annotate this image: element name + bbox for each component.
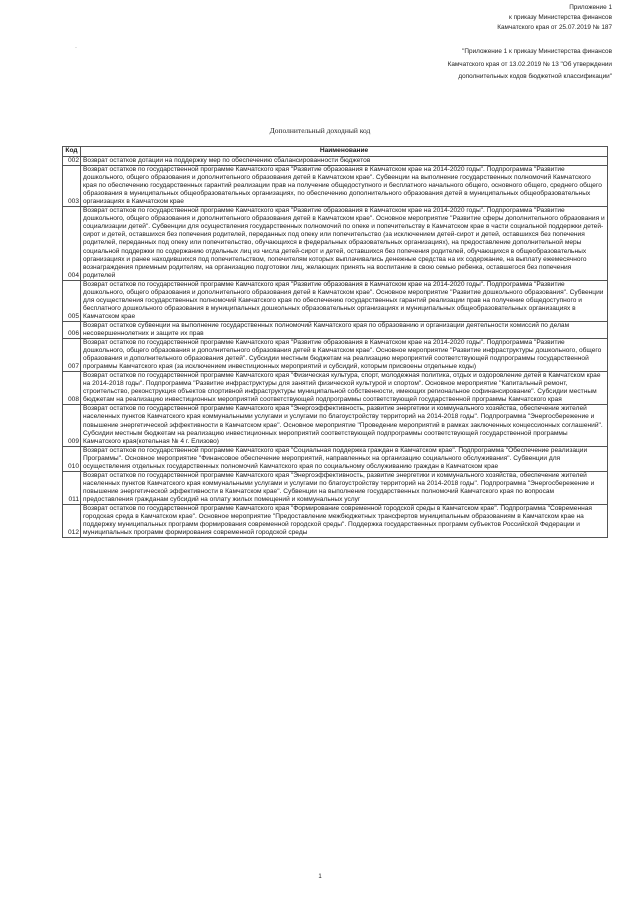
row-code: 002 bbox=[63, 157, 81, 166]
header-line-4: "Приложение 1 к приказу Министерства финансов bbox=[462, 48, 612, 55]
header-line-6: дополнительных кодов бюджетной классификации" bbox=[458, 73, 612, 80]
row-name: Возврат остатков по государственной программе Камчатского края "Формирование современной городской среды в Камчатском крае". Подпрограмма "Современная городская среда в Камчатском крае". Основное мероприятие "Предоставление межбюджетных трансфертов муниципальным образованиям в Камчатском крае на поддержку муниципальных программ формирования современной городской среды". Поддержка государственных программ субъектов Российской Федерации и муниципальных программ формирования современной городской среды bbox=[81, 504, 608, 537]
table-row bbox=[63, 280, 608, 321]
table-row bbox=[63, 207, 608, 280]
table-row bbox=[63, 166, 608, 207]
header-line-2: к приказу Министерства финансов bbox=[509, 14, 612, 21]
table-row bbox=[63, 157, 608, 166]
row-code: 012 bbox=[63, 504, 81, 537]
table-header-row bbox=[63, 147, 608, 157]
row-name: Возврат остатков по государственной программе Камчатского края "Социальная поддержка граждан в Камчатском крае". Подпрограмма "Обеспечение реализации Программы". Основное мероприятие "Финансовое обеспечение мероприятий, направленных на организацию социального обслуживания". Субвенции для осуществления отдельных государственных полномочий Камчатского края по социальному обслуживанию граждан в Камчатском крае bbox=[81, 446, 608, 471]
row-name: Возврат остатков субвенции на выполнение государственных полномочий Камчатского края по образованию и организации деятельности комиссий по делам несовершеннолетних и защите их прав bbox=[81, 321, 608, 338]
row-code: 011 bbox=[63, 471, 81, 504]
page-number: 1 bbox=[318, 874, 322, 880]
row-code: 004 bbox=[63, 207, 81, 280]
row-code: 006 bbox=[63, 321, 81, 338]
column-header-name: Наименование bbox=[81, 147, 608, 157]
codes-table bbox=[62, 146, 608, 538]
row-name: Возврат остатков по государственной программе Камчатского края "Развитие образования в Камчатском крае на 2014-2020 годы". Подпрограмма "Развитие дошкольного, общего образования и дополнительного образования детей в Камчатском крае". Основное мероприятие "Развитие дошкольного образования". Субвенции для осуществления государственных полномочий Камчатского края по обеспечению государственных гарантий реализации прав на получение общедоступного и бесплатного дошкольного образования в муниципальных дошкольных образовательных организациях и муниципальных общеобразовательных организациях в Камчатском крае bbox=[81, 280, 608, 321]
row-name: Возврат остатков по государственной программе Камчатского края "Развитие образования в Камчатском крае на 2014-2020 годы". Подпрограмма "Развитие дошкольного, общего образования и дополнительного образования детей в Камчатском крае". Основное мероприятие "Развитие сферы дополнительного образования и социализации детей". Субвенции для осуществления государственных полномочий по опеке и попечительству в Камчатском крае в части социальной поддержки детей-сирот и детей, оставшихся без попечения родителей, переданных под опеку или попечительство (за исключением детей-сирот и детей, оставшихся без попечения родителей, переданных под опеку или попечительство, обучающихся в федеральных образовательных организациях), на предоставление дополнительной меры социальной поддержки по содержанию отдельных лиц из числа детей-сирот и детей, оставшихся без попечения родителей, обучающихся в общеобразовательных организациях и ранее находившихся под попечительством, попечителям которых выплачивались денежные средства на их содержание, на выплату ежемесячного вознаграждения приемным родителям, на организацию подготовки лиц, желающих принять на воспитание в свою семью ребенка, оставшегося без попечения родителей bbox=[81, 207, 608, 280]
row-name: Возврат остатков по государственной программе Камчатского края "Энергоэффективность, развитие энергетики и коммунального хозяйства, обеспечение жителей населенных пунктов Камчатского края коммунальными услугами и услугами по благоустройству территорий на 2014-2018 годы". Подпрограмма "Энергосбережение и повышение энергетической эффективности в Камчатском крае". Основное мероприятие "Проведение мероприятий в рамках заключенных концессионных соглашений". Субсидии местным бюджетам на реализацию инвестиционных мероприятий соответствующей подпрограммы соответствующей государственной программы Камчатского края(котельная № 4 г. Елизово) bbox=[81, 405, 608, 446]
table-row bbox=[63, 471, 608, 504]
header-line-3: Камчатского края от 25.07.2019 № 187 bbox=[497, 24, 612, 31]
row-name: Возврат остатков по государственной программе Камчатского края "Развитие образования в Камчатском крае на 2014-2020 годы". Подпрограмма "Развитие дошкольного, общего образования и дополнительного образования детей в Камчатском крае". Субвенции на выполнение государственных полномочий Камчатского края по обеспечению государственных гарантий реализации прав на получение общедоступного и бесплатного начального общего, основного общего, среднего общего образования в муниципальных общеобразовательных организациях, по обеспечению дополнительного образования детей в муниципальных общеобразовательных организациях в Камчатском крае bbox=[81, 166, 608, 207]
row-code: 009 bbox=[63, 405, 81, 446]
header-line-1: Приложение 1 bbox=[569, 4, 612, 11]
header-line-5: Камчатского края от 13.02.2019 № 13 "Об утверждении bbox=[447, 61, 612, 68]
row-code: 008 bbox=[63, 372, 81, 405]
row-code: 007 bbox=[63, 339, 81, 372]
row-code: 005 bbox=[63, 280, 81, 321]
table-row bbox=[63, 339, 608, 372]
row-name: Возврат остатков дотации на поддержку мер по обеспечению сбалансированности бюджетов bbox=[81, 157, 608, 166]
row-name: Возврат остатков по государственной программе Камчатского края "Физическая культура, спорт, молодежная политика, отдых и оздоровление детей в Камчатском крае на 2014-2018 годы". Подпрограмма "Развитие инфраструктуры для занятий физической культурой и спортом". Основное мероприятие "Капитальный ремонт, строительство, реконструкция объектов спортивной инфраструктуры муниципальной собственности, имеющих региональное софинансирование". Субсидии местным бюджетам на реализацию инвестиционных мероприятий соответствующей подпрограммы соответствующей государственной программы Камчатского края bbox=[81, 372, 608, 405]
table-row bbox=[63, 321, 608, 338]
table-row bbox=[63, 504, 608, 537]
row-name: Возврат остатков по государственной программе Камчатского края "Развитие образования в Камчатском крае на 2014-2020 годы". Подпрограмма "Развитие дошкольного, общего образования и дополнительного образования детей в Камчатском крае". Основное мероприятие "Развитие инфраструктуры дошкольного, общего образования и дополнительного образования детей". Субсидии местным бюджетам на реализацию мероприятий соответствующей подпрограммы государственной программы Камчатского края (за исключением инвестиционных мероприятий и субсидий, которым присвоены отдельные коды) bbox=[81, 339, 608, 372]
row-name: Возврат остатков по государственной программе Камчатского края "Энергоэффективность, развитие энергетики и коммунального хозяйства, обеспечение жителей населенных пунктов Камчатского края коммунальными услугами и услугами по благоустройству территорий на 2014-2018 годы". Подпрограмма "Энергосбережение и повышение энергетической эффективности в Камчатском крае". Субвенции на выполнение государственных полномочий Камчатского края по вопросам предоставления гражданам субсидий на оплату жилых помещений и коммунальных услуг bbox=[81, 471, 608, 504]
document-title: Дополнительный доходный код bbox=[269, 126, 371, 135]
column-header-code: Код bbox=[63, 147, 81, 157]
row-code: 010 bbox=[63, 446, 81, 471]
scan-speck: · bbox=[75, 45, 77, 51]
table-row bbox=[63, 446, 608, 471]
table-row bbox=[63, 405, 608, 446]
table-row bbox=[63, 372, 608, 405]
row-code: 003 bbox=[63, 166, 81, 207]
